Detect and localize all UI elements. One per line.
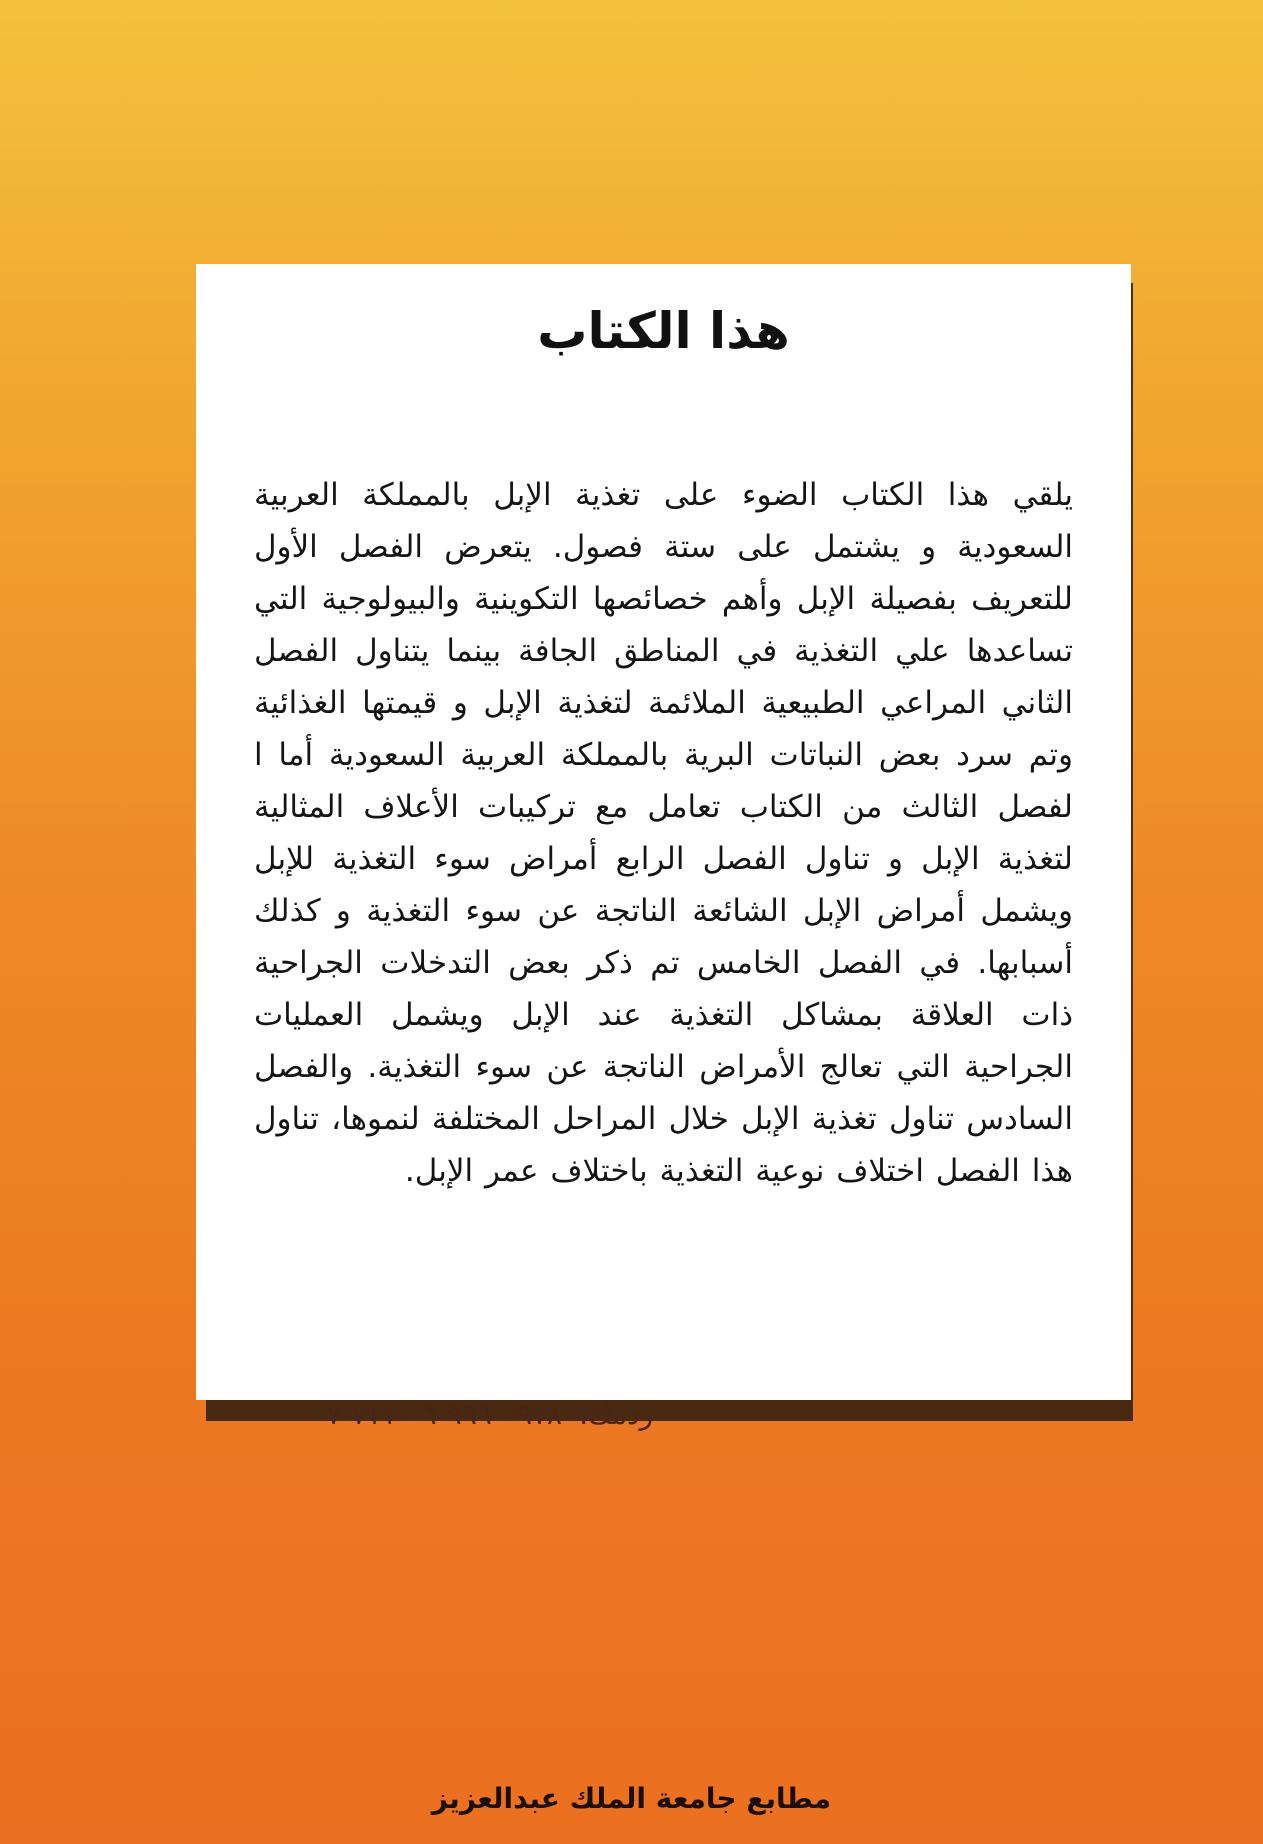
- blurb-text: يلقي هذا الكتاب الضوء على تغذية الإبل بالمملكة العربية السعودية و يشتمل على ستة فصول. يتعرض الفصل الأول للتعريف بفصيلة الإبل وأهم خصائصها التكوينية والبيولوجية التي تساعدها علي التغذية في المناطق الجافة بينما يتناول الفصل الثاني المراعي الطبيعية الملائمة لتغذية الإبل و قيمتها الغذائية وتم سرد بعض النباتات البرية بالمملكة العربية السعودية أما ا لفصل الثالث من الكتاب تعامل مع تركيبات الأعلاف المثالية لتغذية الإبل و تناول الفصل الرابع أمراض سوء التغذية للإبل ويشمل أمراض الإبل الشائعة الناتجة عن سوء التغذية و كذلك أسبابها. في الفصل الخامس تم ذكر بعض التدخلات الجراحية ذات العلاقة بمشاكل التغذية عند الإبل ويشمل العمليات الجراحية التي تعالج الأمراض الناتجة عن سوء التغذية. والفصل السادس تناول تغذية الإبل خلال المراحل المختلفة لنموها، تناول هذا الفصل اختلاف نوعية التغذية باختلاف عمر الإبل.: [254, 477, 1073, 1189]
- isbn-line: [193, 1398, 653, 1431]
- blurb-box: [196, 264, 1131, 1400]
- isbn-number: ٩٧٨-٩٩٦٠-٠٦-٧١١-٧: [326, 1398, 563, 1431]
- publisher-name: مطابع جامعة الملك عبدالعزيز: [431, 1782, 832, 1815]
- isbn-label: ردمك:: [578, 1398, 653, 1431]
- blurb-title: هذا الكتاب: [537, 302, 790, 360]
